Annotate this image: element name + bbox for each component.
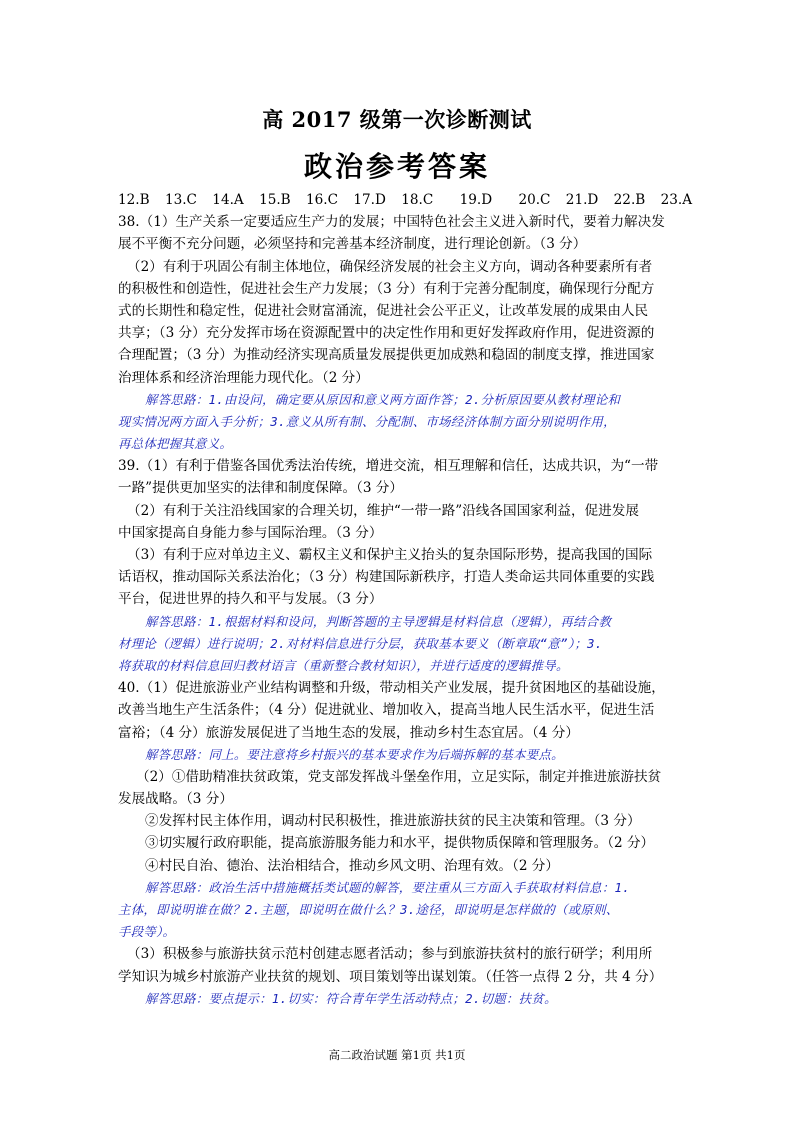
q38-line: （2）有利于巩固公有制主体地位，确保经济发展的社会主义方向，调动各种要素所有者 — [127, 258, 653, 275]
q40-line: 改善当地生产生活条件；（4 分）促进就业、增加收入，提高当地人民生活水平，促进生活 — [118, 702, 655, 719]
mcq-answer: 21.D — [565, 192, 599, 208]
q39-line: 话语权，推动国际关系法治化；（3 分）构建国际新秩序，打造人类命运共同体重要的实践 — [118, 569, 655, 586]
q40-line: ②发挥村民主体作用，调动村民积极性，推进旅游扶贫的民主决策和管理。（3 分） — [145, 813, 641, 830]
mcq-answer: 19.D — [459, 192, 493, 208]
q40-line: （2）①借助精准扶贫政策，党支部发挥战斗堡垒作用，立足实际，制定并推进旅游扶贫 — [136, 768, 662, 785]
mcq-answer: 15.B — [259, 192, 291, 208]
mcq-answers — [118, 189, 693, 211]
q38-line: 治理体系和经济治理能力现代化。（2 分） — [118, 369, 369, 386]
q40-line: 发展战略。（3 分） — [118, 791, 233, 808]
q40-hint: 主体，即说明谁在做？2.主题，即说明在做什么？3.途径，即说明是怎样做的（或原则、 — [118, 902, 619, 917]
q39-hint: 将获取的材料信息回归教材语言（重新整合教材知识），并进行适度的逻辑推导。 — [118, 657, 569, 673]
q38-hint: 解答思路：1.由设问，确定要从原因和意义两方面作答；2.分析原因要从教材理论和 — [145, 391, 621, 407]
q39-hint: 解答思路：1.根据材料和设问，判断答题的主导逻辑是材料信息（逻辑），再结合教 — [145, 613, 612, 629]
q38-line: 38.（1）生产关系一定要适应生产力的发展；中国特色社会主义进入新时代，要着力解决发 — [118, 214, 665, 231]
q40-line: 富裕；（4 分）旅游发展促进了当地生态的发展，推动乡村生态宜居。（4 分） — [118, 724, 579, 741]
q39-line: 平台，促进世界的持久和平与发展。（3 分） — [118, 591, 383, 608]
q39-line: 一路”提供更加坚实的法律和制度保障。（3 分） — [118, 480, 403, 497]
q39-line: 中国家提高自身能力参与国际治理。（3 分） — [118, 524, 383, 541]
q39-line: （2）有利于关注沿线国家的合理关切，维护“一带一路”沿线各国国家利益，促进发展 — [127, 502, 639, 519]
exam-title: 高 2017 级第一次诊断测试 — [262, 107, 532, 132]
answer-content — [118, 189, 693, 1010]
mcq-answer: 22.B — [613, 192, 646, 208]
mcq-answer: 13.C — [164, 192, 197, 208]
q40-hint: 手段等）。 — [118, 924, 176, 940]
q38-line: 共享；（3 分）充分发挥市场在资源配置中的决定性作用和更好发挥政府作用，促进资源的 — [118, 325, 655, 342]
mcq-answer: 17.D — [353, 192, 386, 208]
q38-hint: 再总体把握其意义。 — [118, 436, 233, 452]
q39-line: （3）有利于应对单边主义、霸权主义和保护主义抬头的复杂国际形势，提高我国的国际 — [127, 547, 653, 563]
q40-line: ④村民自治、德治、法治相结合，推动乡风文明、治理有效。（2 分） — [145, 857, 559, 874]
q38-hint: 现实情况两方面入手分析；3.意义从所有制、分配制、市场经济体制方面分别说明作用， — [118, 413, 616, 429]
q40-hint: 解答思路：同上。要注意将乡村振兴的基本要求作为后端拆解的基本要点。 — [145, 746, 564, 762]
mcq-answer: 18.C — [401, 192, 434, 208]
q40-hint: 解答思路：政治生活中措施概括类试题的解答，要注重从三方面入手获取材料信息：1. — [145, 879, 631, 895]
q38-line: 展不平衡不充分问题，必须坚持和完善基本经济制度，进行理论创新。（3 分） — [118, 236, 587, 253]
q40-line: ③切实履行政府职能，提高旅游服务能力和水平，提供物质保障和管理服务。（2 分） — [145, 835, 655, 852]
mcq-answer: 23.A — [660, 192, 693, 208]
q38-line: 的积极性和创造性，促进社会生产力发展；（3 分）有利于完善分配制度，确保现行分配方 — [118, 280, 655, 297]
q40-line: （3）积极参与旅游扶贫示范村创建志愿者活动；参与到旅游扶贫村的旅行研学；利用所 — [127, 946, 653, 963]
page-footer: 高二政治试题 第1页 共1页 — [328, 1048, 466, 1062]
q38-line: 合理配置；（3 分）为推动经济实现高质量发展提供更加成熟和稳固的制度支撑，推进国家 — [118, 347, 655, 364]
q39-line: 39.（1）有利于借鉴各国优秀法治传统，增进交流，相互理解和信任，达成共识，为“一带 — [118, 458, 659, 475]
q40-hint: 解答思路：要点提示：1.切实：符合青年学生活动特点；2.切题：扶贫。 — [145, 990, 557, 1006]
q40-line: 40.（1）促进旅游业产业结构调整和升级，带动相关产业发展，提升贫困地区的基础设施， — [118, 680, 665, 697]
page-title: 政治参考答案 — [303, 150, 490, 183]
q39-hint: 材理论（逻辑）进行说明；2.对材料信息进行分层，获取基本要义（断章取“意”）；3. — [118, 635, 603, 651]
mcq-answer: 20.C — [518, 192, 551, 208]
mcq-answer: 12.B — [118, 192, 150, 208]
mcq-answer: 16.C — [306, 192, 339, 208]
q40-line: 学知识为城乡村旅游产业扶贫的规划、项目策划等出谋划策。（任答一点得 2 分，共 4 分） — [118, 968, 663, 985]
q38-line: 式的长期性和稳定性，促进社会财富涌流，促进社会公平正义，让改革发展的成果由人民 — [118, 302, 649, 319]
mcq-answer: 14.A — [212, 192, 244, 208]
